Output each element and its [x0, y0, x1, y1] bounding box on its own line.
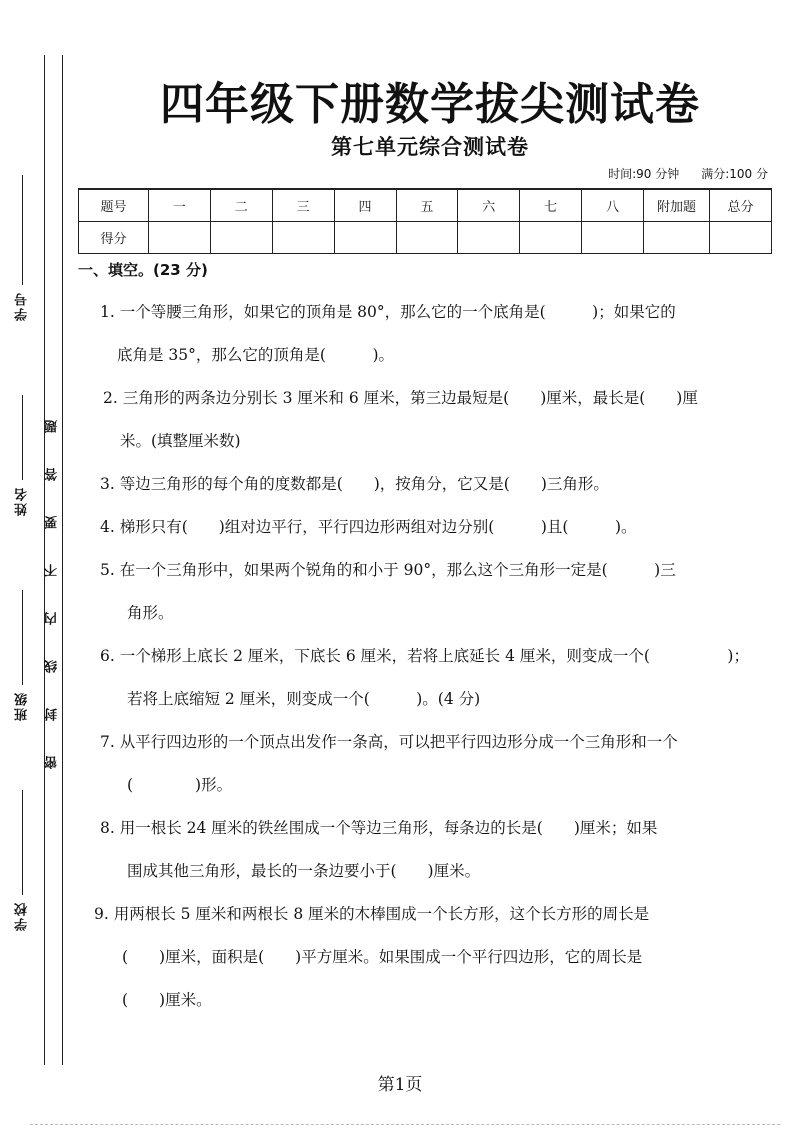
class-underline — [22, 590, 23, 685]
score-table — [78, 188, 772, 254]
page-number: 第1页 — [377, 1075, 423, 1095]
seal-char: 线 — [45, 660, 60, 673]
exam-meta — [608, 165, 768, 182]
question-2 — [100, 377, 780, 463]
question-line: 5. 在一个三角形中，如果两个锐角的和小于 90°，那么这个三角形一定是( )三 — [100, 561, 676, 579]
score-header-cell: 八 — [582, 189, 644, 222]
score-header-cell: 二 — [210, 189, 272, 222]
question-line: 1. 一个等腰三角形，如果它的顶角是 80°，那么它的一个底角是( )；如果它的 — [100, 303, 676, 321]
score-cell[interactable] — [520, 222, 582, 254]
question-9 — [94, 893, 780, 1022]
score-table-header-row — [79, 189, 772, 222]
question-line: ( )厘米，面积是( )平方厘米。如果围成一个平行四边形，它的周长是 — [122, 948, 643, 966]
question-line: 围成其他三角形，最长的一条边要小于( )厘米。 — [127, 862, 481, 880]
time-limit: 时间:90 分钟 — [608, 167, 680, 181]
school-underline — [22, 790, 23, 895]
seal-char: 题 — [45, 420, 60, 433]
score-cell[interactable] — [582, 222, 644, 254]
score-cell[interactable] — [149, 222, 211, 254]
question-list — [94, 291, 780, 1022]
score-cell[interactable] — [396, 222, 458, 254]
school-field[interactable] — [4, 790, 40, 931]
score-cell[interactable] — [644, 222, 710, 254]
score-cell[interactable] — [272, 222, 334, 254]
binding-margin — [0, 0, 75, 1130]
question-7 — [100, 721, 780, 807]
page-title: 四年级下册数学拔尖测试卷 — [160, 79, 700, 130]
question-line: 6. 一个梯形上底长 2 厘米，下底长 6 厘米，若将上底延长 4 厘米，则变成一个( )； — [100, 647, 749, 665]
score-header-cell: 三 — [272, 189, 334, 222]
question-3 — [100, 463, 780, 506]
score-cell[interactable] — [334, 222, 396, 254]
score-header-cell: 附加题 — [644, 189, 710, 222]
score-cell[interactable] — [210, 222, 272, 254]
student-id-underline — [22, 175, 23, 285]
score-header-cell: 总分 — [710, 189, 772, 222]
seal-char: 密 — [45, 756, 60, 769]
score-header-cell: 四 — [334, 189, 396, 222]
page-bottom-rule — [30, 1124, 780, 1125]
question-line: 底角是 35°，那么它的顶角是( )。 — [117, 346, 394, 364]
student-id-field[interactable] — [4, 175, 40, 321]
score-table-score-row — [79, 222, 772, 254]
score-cell[interactable] — [710, 222, 772, 254]
class-label: 班级 — [14, 691, 30, 721]
question-line: 8. 用一根长 24 厘米的铁丝围成一个等边三角形，每条边的长是( )厘米；如果 — [100, 819, 658, 837]
question-line: 米。(填整厘米数) — [120, 432, 241, 450]
seal-char: 内 — [45, 612, 60, 625]
question-5 — [100, 549, 780, 635]
seal-char: 不 — [45, 564, 60, 577]
question-1 — [100, 291, 780, 377]
score-cell[interactable] — [458, 222, 520, 254]
seal-char: 要 — [45, 516, 60, 529]
score-header-cell: 题号 — [79, 189, 149, 222]
section-title: 一、填空。(23 分) — [78, 261, 208, 279]
question-8 — [100, 807, 780, 893]
seal-char: 答 — [45, 468, 60, 481]
score-header-cell: 六 — [458, 189, 520, 222]
seal-line-notice — [44, 385, 62, 769]
question-6 — [100, 635, 780, 721]
page-subtitle: 第七单元综合测试卷 — [331, 135, 529, 159]
question-line: 3. 等边三角形的每个角的度数都是( )，按角分，它又是( )三角形。 — [100, 475, 609, 493]
question-line: ( )形。 — [127, 776, 233, 794]
seal-char: 封 — [45, 708, 60, 721]
full-score: 满分:100 分 — [701, 167, 768, 181]
school-label: 学校 — [14, 901, 30, 931]
score-header-cell: 一 — [149, 189, 211, 222]
score-header-cell: 七 — [520, 189, 582, 222]
score-row-label: 得分 — [79, 222, 149, 254]
question-line: 4. 梯形只有( )组对边平行，平行四边形两组对边分别( )且( )。 — [100, 518, 637, 536]
student-name-underline — [22, 395, 23, 480]
question-line: 若将上底缩短 2 厘米，则变成一个( )。(4 分) — [127, 690, 481, 708]
question-line: ( )厘米。 — [122, 991, 212, 1009]
question-line: 9. 用两根长 5 厘米和两根长 8 厘米的木棒围成一个长方形，这个长方形的周长是 — [94, 905, 650, 923]
student-id-label: 学号 — [14, 291, 30, 321]
question-4 — [100, 506, 780, 549]
question-line: 2. 三角形的两条边分别长 3 厘米和 6 厘米，第三边最短是( )厘米，最长是( )厘 — [103, 389, 698, 407]
score-header-cell: 五 — [396, 189, 458, 222]
question-line: 7. 从平行四边形的一个顶点出发作一条高，可以把平行四边形分成一个三角形和一个 — [100, 733, 678, 751]
question-line: 角形。 — [127, 604, 174, 622]
student-name-label: 姓名 — [14, 486, 30, 516]
